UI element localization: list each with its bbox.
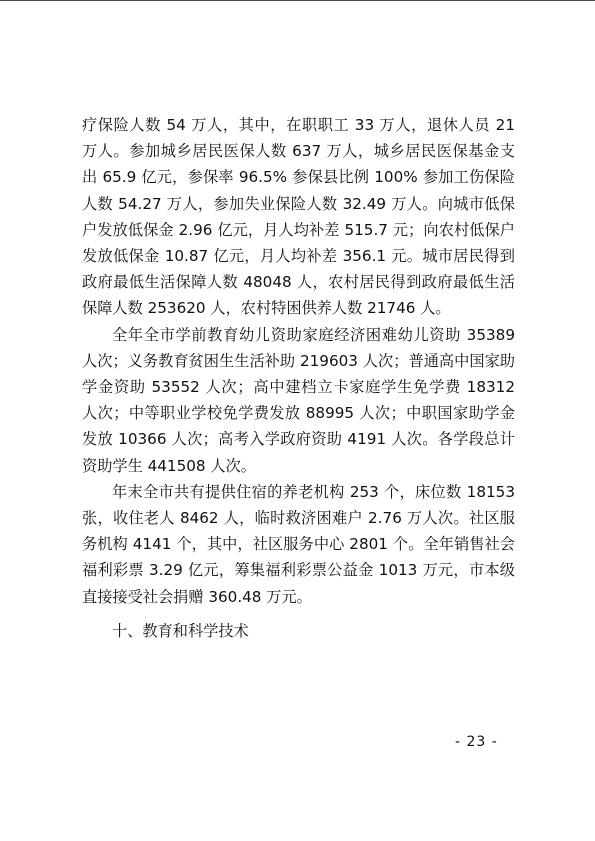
top-border-line <box>0 0 595 1</box>
document-body <box>82 112 515 644</box>
section-heading: 十、教育和科学技术 <box>112 621 249 640</box>
paragraph-education-aid: 全年全市学前教育幼儿资助家庭经济困难幼儿资助 35389 人次；义务教育贫困生生活补助 219603 人次；普通高中国家助学金资助 53552 人次；高中建档立卡家庭学生免学费 18312 人次；中等职业学校免学费发放 88995 人次；中职国家助学金发放 10366 人次；高考入学政府资助 4191 人次。各学段总计资助学生 441508 人次。 <box>82 325 515 475</box>
paragraph-elderly-welfare: 年末全市共有提供住宿的养老机构 253 个，床位数 18153 张，收住老人 8462 人，临时救济困难户 2.76 万人次。社区服务机构 4141 个，其中，社区服务中心 2801 个。全年销售社会福利彩票 3.29 亿元，筹集福利彩票公益金 1013 万元，市本级直接接受社会捐赠 360.48 万元。 <box>82 482 515 606</box>
paragraph-social-security: 疗保险人数 54 万人，其中，在职职工 33 万人，退休人员 21 万人。参加城乡居民医保人数 637 万人，城乡居民医保基金支出 65.9 亿元，参保率 96.5% 参保县比例 100% 参加工伤保险人数 54.27 万人，参加失业保险人数 32.49 万人。向城市低保户发放低保金 2.96 亿元，月人均补差 515.7 元；向农村低保户发放低保金 10.87 亿元，月人均补差 356.1 元。城市居民得到政府最低生活保障人数 48048 人，农村居民得到政府最低生活保障人数 253620 人，农村特困供养人数 21746 人。 <box>82 116 515 318</box>
page-number: - 23 - <box>455 734 498 750</box>
